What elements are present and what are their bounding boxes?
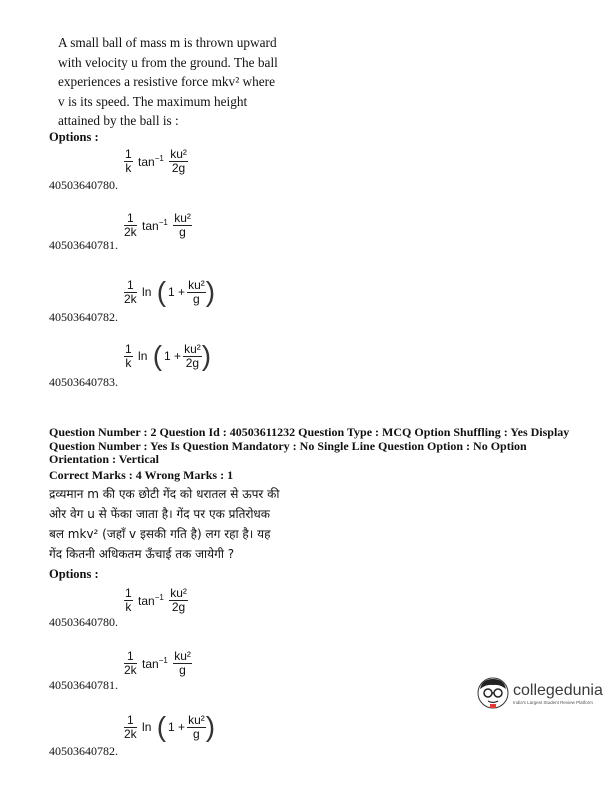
q1-line: experiences a resistive force mkv² where: [58, 74, 276, 89]
coef-den: 2k: [124, 726, 137, 741]
q1-option-2-id: 40503640781.: [49, 238, 118, 252]
arg-den: g: [179, 225, 186, 239]
coef-den: 2k: [124, 663, 137, 677]
fn-label: tan: [138, 155, 155, 169]
fn-label: tan: [138, 594, 155, 608]
q1-option-1-formula[interactable]: [124, 148, 188, 175]
coef-num: 1: [124, 279, 137, 293]
logo-tagline: India's Largest Student Review Platform: [513, 700, 593, 705]
logo-mascot-icon: [476, 676, 510, 710]
left-paren: (: [152, 340, 163, 371]
marks-line: Correct Marks : 4 Wrong Marks : 1: [49, 467, 234, 482]
q2-line: गेंद कितनी अधिकतम ऊँचाई तक जायेगी ?: [49, 547, 235, 561]
coef-den: 2k: [124, 225, 137, 239]
fn-name: [142, 720, 151, 734]
fn-label: ln: [142, 285, 152, 299]
coef-num: 1: [124, 650, 137, 664]
question-2-text: [49, 484, 304, 564]
q2-line: बल mkv² (जहाँ v इसकी गति है) लग रहा है। यह: [49, 527, 271, 541]
q1-option-2-formula[interactable]: [124, 212, 192, 239]
meta-line-3: Orientation : Vertical: [49, 452, 159, 466]
q2-option-3-id: 40503640782.: [49, 744, 118, 758]
q2-option-3-formula[interactable]: [124, 713, 215, 741]
fn-label: tan: [142, 219, 159, 233]
meta-line-2: Question Number : Yes Is Question Mandatory : No Single Line Question Option : No Option: [49, 438, 527, 453]
q1-option-3-formula[interactable]: [124, 278, 215, 306]
coef-den: k: [125, 355, 132, 370]
arg-num: ku²: [170, 147, 187, 161]
q1-option-4-id: 40503640783.: [49, 375, 118, 389]
arg-num: ku²: [184, 341, 201, 356]
question-2-meta: [49, 426, 579, 482]
fn-sup: −1: [154, 154, 164, 163]
q1-line: with velocity u from the ground. The ball: [58, 54, 278, 70]
q1-line: A small ball of mass m is thrown upward: [58, 35, 277, 50]
coef-den: k: [125, 600, 132, 614]
q2-option-2-id: 40503640781.: [49, 678, 118, 692]
right-paren: ): [205, 711, 216, 742]
coef-den: 2k: [124, 291, 137, 306]
fn-sup: −1: [158, 218, 168, 227]
coef-num: 1: [125, 586, 132, 600]
arg-den: 2g: [171, 161, 186, 175]
arg-num: ku²: [174, 211, 191, 225]
q2-option-1-id: 40503640780.: [49, 615, 118, 629]
fn-sup: −1: [154, 593, 164, 602]
arg-den: 2g: [171, 600, 186, 614]
q1-options-label: Options :: [49, 130, 99, 144]
arg-den: g: [193, 291, 200, 306]
q2-line: द्रव्यमान m की एक छोटी गेंद को धरातल से ऊपर की: [49, 487, 280, 501]
question-1-text: [58, 33, 308, 131]
paren-prefix: 1 +: [164, 349, 182, 363]
coef-num: 1: [124, 714, 137, 728]
coef-num: 1: [125, 147, 132, 161]
q1-line: v is its speed. The maximum height: [58, 93, 248, 109]
q2-option-2-formula[interactable]: [124, 650, 192, 677]
right-paren: ): [205, 276, 216, 307]
arg-den: 2g: [185, 355, 200, 370]
right-paren: ): [201, 340, 212, 371]
coef-den: k: [125, 161, 132, 175]
arg-num: ku²: [174, 649, 191, 663]
paren-prefix: 1 +: [168, 285, 186, 299]
fn-label: ln: [142, 720, 152, 734]
fn-name: [138, 349, 147, 363]
left-paren: (: [156, 711, 167, 742]
fn-name: [142, 218, 168, 233]
meta-line-1: Question Number : 2 Question Id : 40503611232 Question Type : MCQ Option Shuffling : Yes Display: [49, 425, 570, 439]
q1-line: attained by the ball is :: [58, 113, 179, 128]
left-paren: (: [156, 276, 167, 307]
paren-prefix: 1 +: [168, 720, 186, 734]
arg-den: g: [193, 726, 200, 741]
logo-wordmark: collegedunia: [513, 682, 603, 699]
q1-option-3-id: 40503640782.: [49, 310, 118, 324]
q2-options-label: Options :: [49, 567, 99, 581]
fn-label: ln: [138, 349, 148, 363]
fn-sup: −1: [158, 656, 168, 665]
q1-option-4-formula[interactable]: [124, 342, 211, 370]
fn-name: [138, 154, 164, 169]
q2-option-1-formula[interactable]: [124, 587, 188, 614]
fn-label: tan: [142, 657, 159, 671]
arg-num: ku²: [188, 277, 205, 292]
fn-name: [142, 656, 168, 671]
q2-line: ओर वेग u से फेंका जाता है। गेंद पर एक प्रतिरोधक: [49, 507, 271, 521]
arg-num: ku²: [170, 586, 187, 600]
coef-num: 1: [125, 341, 132, 356]
fn-name: [142, 285, 151, 299]
q1-option-1-id: 40503640780.: [49, 178, 118, 192]
coef-num: 1: [124, 212, 137, 226]
fn-name: [138, 593, 164, 608]
arg-num: ku²: [188, 712, 205, 727]
arg-den: g: [179, 663, 186, 677]
